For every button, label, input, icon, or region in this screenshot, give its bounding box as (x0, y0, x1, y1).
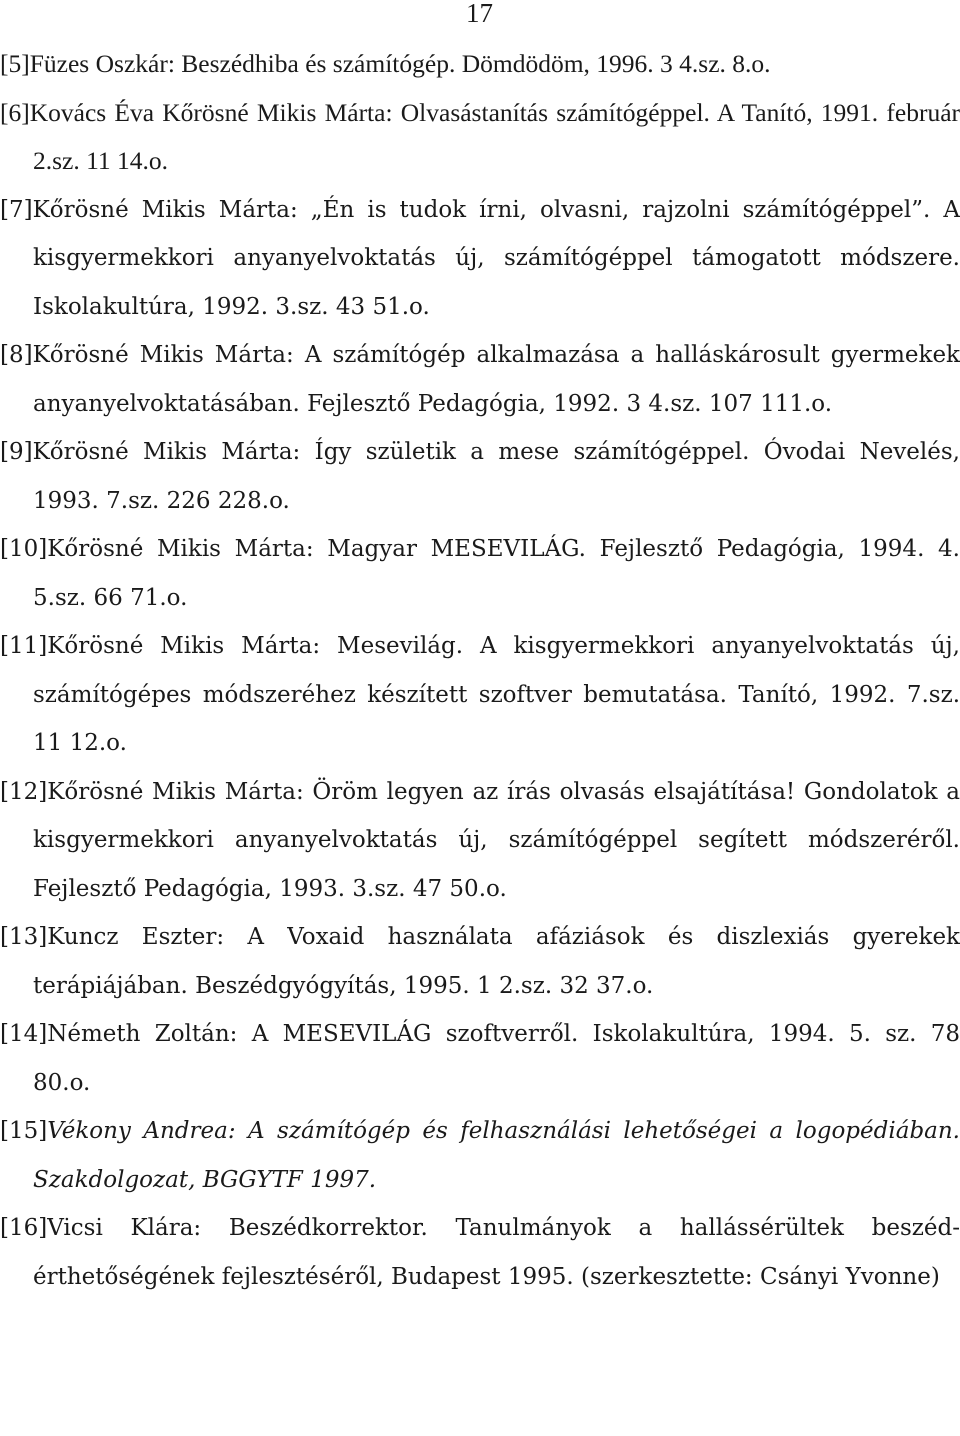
reference-text: Kuncz Eszter: A Voxaid használata afáziások és diszlexiás gyerekek terápiájában. Beszédgyógyítás, 1995. 1 2.sz. 32 37.o. (33, 924, 960, 999)
reference-label: [10] (0, 536, 48, 562)
reference-label: [11] (0, 633, 48, 659)
reference-label: [8] (0, 342, 33, 368)
reference-item (0, 1010, 960, 1107)
reference-text: Vékony Andrea: A számítógép és felhasználási lehetőségei a logopédiában. Szakdolgozat, BGGYTF 1997. (33, 1118, 960, 1193)
reference-label: [7] (0, 196, 33, 223)
reference-item (0, 913, 960, 1010)
reference-label: [15] (0, 1118, 48, 1144)
reference-item (0, 1107, 960, 1204)
reference-text: Kovács Éva Kőrösné Mikis Márta: Olvasástanítás számítógéppel. A Tanító, 1991. február 2.sz. 11 14.o. (29, 97, 960, 175)
reference-item (0, 40, 960, 89)
reference-text: Kőrösné Mikis Márta: „Én is tudok írni, olvasni, rajzolni számítógéppel”. A kisgyermekkori anyanyelvoktatás új, számítógéppel támogatott módszere. Iskolakultúra, 1992. 3.sz. 43 51.o. (32, 196, 960, 320)
reference-label: [13] (0, 924, 48, 950)
reference-text: Kőrösné Mikis Márta: A számítógép alkalmazása a halláskárosult gyermekek anyanyelvoktatásában. Fejlesztő Pedagógia, 1992. 3 4.sz. 107 111.o. (32, 342, 960, 417)
reference-item (0, 1204, 960, 1301)
reference-item (0, 331, 960, 428)
reference-item (0, 186, 960, 332)
reference-label: [16] (0, 1215, 48, 1241)
reference-item (0, 428, 960, 525)
reference-label: [6] (0, 97, 30, 127)
reference-text: Kőrösné Mikis Márta: Magyar MESEVILÁG. Fejlesztő Pedagógia, 1994. 4. 5.sz. 66 71.o. (33, 536, 960, 611)
reference-text: Németh Zoltán: A MESEVILÁG szoftverről. Iskolakultúra, 1994. 5. sz. 78 80.o. (33, 1021, 960, 1096)
reference-label: [9] (0, 439, 33, 465)
reference-text: Kőrösné Mikis Márta: Így születik a mese számítógéppel. Óvodai Nevelés, 1993. 7.sz. 226 228.o. (32, 439, 960, 514)
reference-label: [14] (0, 1021, 48, 1047)
reference-item (0, 89, 960, 186)
reference-label: [5] (0, 49, 30, 78)
reference-text: Kőrösné Mikis Márta: Mesevilág. A kisgyermekkori anyanyelvoktatás új, számítógépes módszeréhez készített szoftver bemutatása. Tanító, 1992. 7.sz. 11 12.o. (33, 633, 960, 756)
reference-item (0, 525, 960, 622)
reference-item (0, 768, 960, 914)
reference-list (0, 40, 960, 1301)
reference-item (0, 622, 960, 768)
reference-text: Vicsi Klára: Beszédkorrektor. Tanulmányok a hallássérültek beszédérthetőségének fejlesztéséről, Budapest 1995. (szerkesztette: Csányi Yvonne) (33, 1215, 960, 1290)
reference-label: [12] (0, 778, 48, 805)
page-number: 17 (466, 0, 493, 28)
reference-text: Kőrösné Mikis Márta: Öröm legyen az írás olvasás elsajátítása! Gondolatok a kisgyermekkori anyanyelvoktatás új, számítógéppel segített módszeréről. Fejlesztő Pedagógia, 1993. 3.sz. 47 50.o. (33, 778, 960, 902)
reference-text: Füzes Oszkár: Beszédhiba és számítógép. Dömdödöm, 1996. 3 4.sz. 8.o. (29, 49, 771, 78)
